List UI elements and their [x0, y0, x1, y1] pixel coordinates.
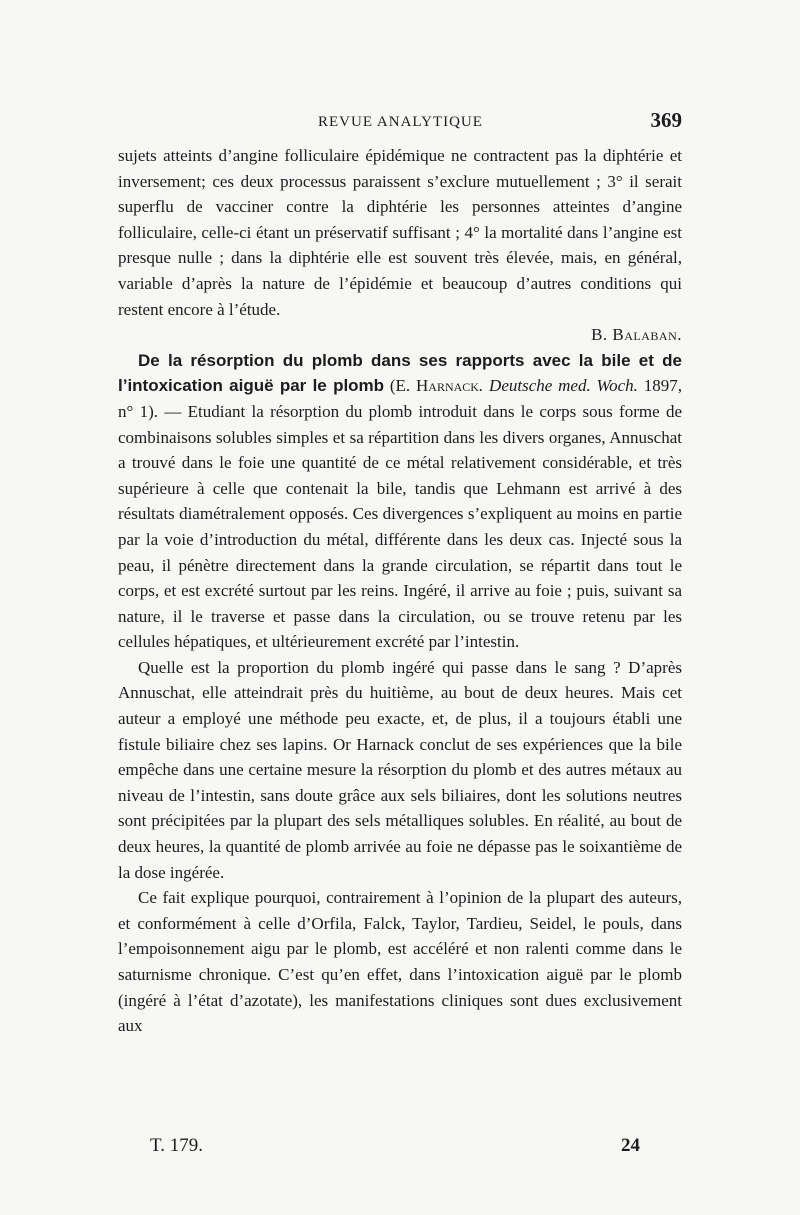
- page-number: 369: [650, 108, 682, 132]
- paragraph-article-harnack: [118, 348, 682, 655]
- citation-open: (E.: [384, 376, 417, 396]
- paragraph-proportion: Quelle est la proportion du plomb ingéré qui passe dans le sang ? D’après Annuschat, elle atteindrait près du huitième, au bout de deux heures. Mais cet auteur a employé une méthode peu exacte, et, de plus, il a toujours établi une fistule biliaire chez ses lapins. Or Harnack conclut de ses expériences que la bile empêche dans une certaine mesure la résorption du plomb et des autres métaux au niveau de l’intestin, sans doute grâce aux sels biliaires, dont les solutions neutres sont précipitées par la plupart des sels métalliques solubles. En réalité, au bout de deux heures, la quantité de plomb arrivée au foie ne dépasse pas le soixantième de la dose ingérée.: [118, 657, 682, 882]
- page-header: [118, 108, 682, 138]
- citation-author: Harnack: [416, 376, 479, 396]
- tome-number: T. 179.: [150, 1135, 203, 1156]
- paragraph-text: 1897, n° 1). — Etudiant la résorption du plomb introduit dans le corps sous forme de combinaisons solubles simples et sa répartition dans les divers organes, Annuschat a trouvé dans le foie une quantité de ce métal relativement considérable, et très supérieure à celle que contenait la bile, tandis que Lehmann est arrivé à des résultats diamétralement opposés. Ces divergences s’expliquent au moins en partie par la voie d’introduction du métal, différente dans les deux cas. Injecté sous la peau, il pénètre directement dans la grande circulation, se répartit dans tout le corps, et est excrété surtout par les reins. Ingéré, il arrive au foie ; puis, suivant sa nature, il le traverse et passe dans la circulation, ou se trouve retenu par les cellules hépatiques, et ultérieurement excrété par l’intestin.: [118, 376, 682, 652]
- citation-journal: . Deutsche med. Woch.: [478, 376, 638, 396]
- paragraph-continuation: sujets atteints d’angine folliculaire épidémique ne contractent pas la diphtérie et inversement; ces deux processus paraissent s’exclure mutuellement ; 3° il serait superflu de vacciner contre la diphtérie les personnes atteintes d’angine folliculaire, celle-ci étant un préservatif suffisant ; 4° la mortalité dans l’angine est presque nulle ; dans la diphtérie elle est souvent très élevée, mais, en général, variable d’après la nature de l’épidémie et beaucoup d’autres conditions qui restent encore à l’étude.: [118, 146, 682, 319]
- article-title: De la résorption du plomb dans ses rapports avec la bile et de l’intoxication aiguë par le plomb: [118, 350, 682, 396]
- review-signature: B. Balaban.: [591, 325, 682, 345]
- page-body: [118, 143, 682, 1039]
- paragraph-conclusion: Ce fait explique pourquoi, contrairement à l’opinion de la plupart des auteurs, et conformément à celle d’Orfila, Falck, Taylor, Tardieu, Seidel, le pouls, dans l’empoisonnement aigu par le plomb, est accéléré et non ralenti comme dans le saturnisme chronique. C’est qu’en effet, dans l’intoxication aiguë par le plomb (ingéré à l’état d’azotate), les manifestations cliniques sont dues exclusivement aux: [118, 888, 682, 1036]
- page-footer: [150, 1135, 640, 1165]
- running-title: REVUE ANALYTIQUE: [318, 114, 483, 130]
- sheet-number: 24: [621, 1135, 640, 1156]
